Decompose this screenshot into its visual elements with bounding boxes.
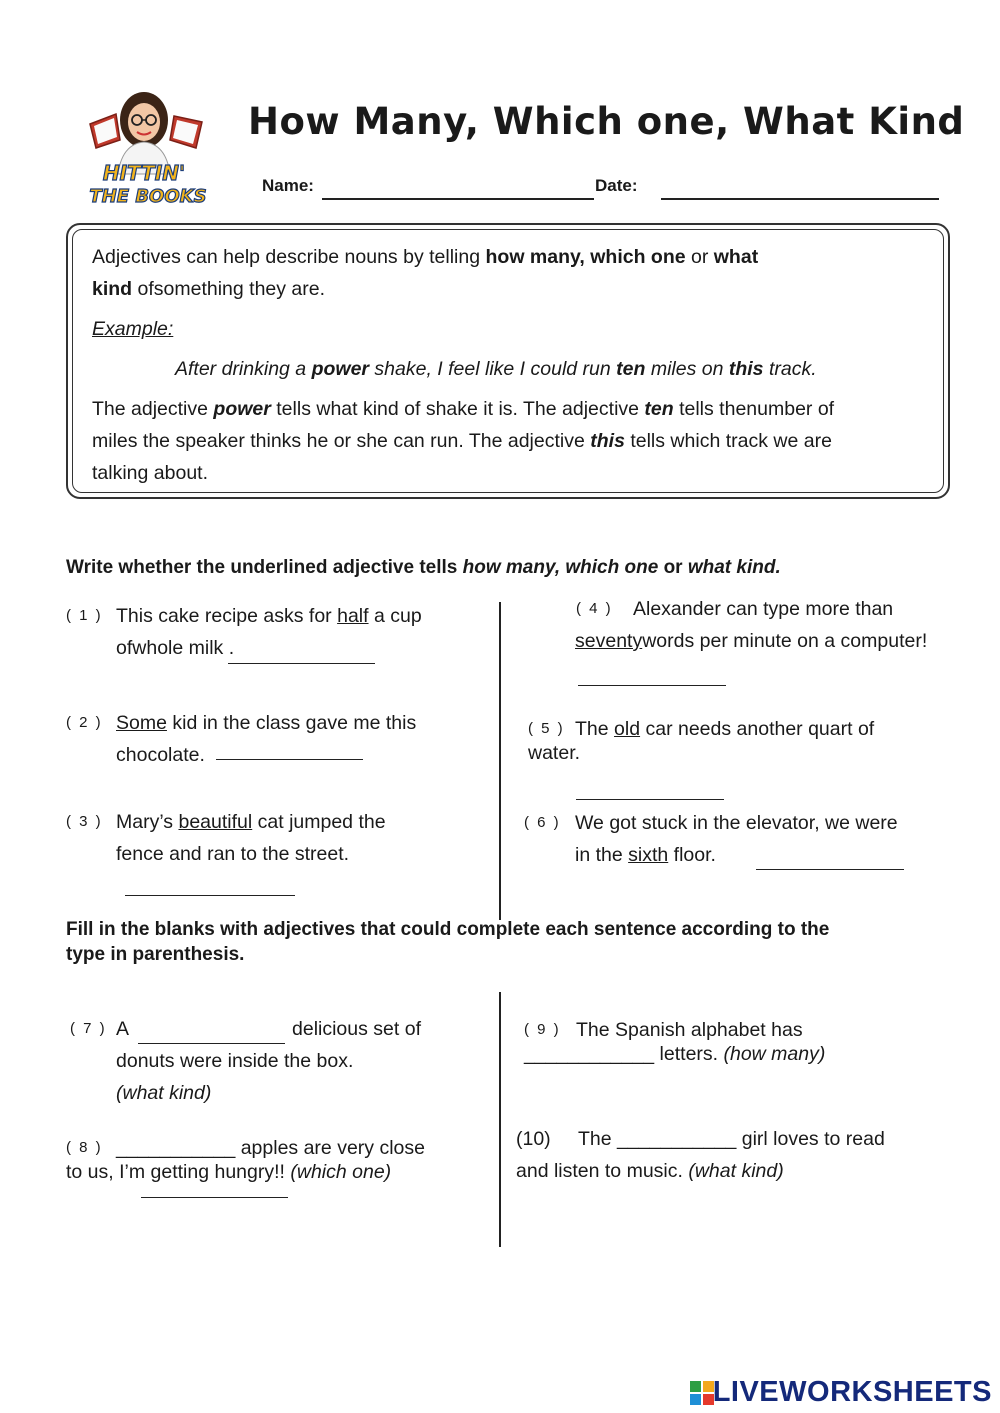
question-4-number: ( 4 ) bbox=[576, 600, 613, 617]
liveworksheets-brand: LIVEWORKSHEETS bbox=[712, 1376, 992, 1408]
section2-instructions-line-2: type in parenthesis. bbox=[66, 944, 245, 965]
question-7-answer-blank[interactable] bbox=[138, 1025, 285, 1044]
column-divider-2 bbox=[499, 992, 501, 1247]
date-field[interactable] bbox=[661, 180, 939, 200]
section2-instructions-line-1: Fill in the blanks with adjectives that could complete each sentence according to the bbox=[66, 919, 830, 940]
info-line-2: kind ofsomething they are. bbox=[92, 278, 326, 300]
hittin-the-books-logo bbox=[82, 82, 217, 212]
explanation-line-3: talking about. bbox=[92, 462, 209, 484]
question-6-answer-blank[interactable] bbox=[756, 851, 904, 870]
question-2-line-1: Some kid in the class gave me this bbox=[116, 712, 417, 734]
question-7-line-1: A bbox=[116, 1018, 130, 1040]
info-line-1: Adjectives can help describe nouns by telling how many, which one or what bbox=[92, 246, 759, 268]
question-5-number: ( 5 ) bbox=[528, 720, 565, 737]
question-4-line-2: seventywords per minute on a computer! bbox=[575, 630, 928, 652]
svg-text:HITTIN': HITTIN' bbox=[102, 161, 186, 185]
question-6-line-2: in the sixth floor. bbox=[575, 844, 716, 866]
example-sentence: After drinking a power shake, I feel like I could run ten miles on this track. bbox=[175, 358, 817, 380]
section1-instructions: Write whether the underlined adjective tells how many, which one or what kind. bbox=[66, 557, 781, 578]
liveworksheets-logo-icon bbox=[690, 1381, 714, 1405]
explanation-line-1: The adjective power tells what kind of shake it is. The adjective ten tells thenumber of bbox=[92, 398, 835, 420]
name-label: Name: bbox=[262, 176, 314, 195]
question-2-line-2: chocolate. bbox=[116, 744, 205, 766]
question-8-answer-blank[interactable] bbox=[141, 1179, 288, 1198]
question-10-number: (10) bbox=[516, 1128, 551, 1150]
question-8-number: ( 8 ) bbox=[66, 1139, 103, 1156]
question-1-line-1: This cake recipe asks for half a cup bbox=[116, 605, 422, 627]
question-7-hint: (what kind) bbox=[116, 1082, 212, 1104]
name-field[interactable] bbox=[322, 180, 594, 200]
question-8-line-1: ___________ apples are very close bbox=[116, 1137, 425, 1159]
question-3-number: ( 3 ) bbox=[66, 813, 103, 830]
question-10-line-2: and listen to music. (what kind) bbox=[516, 1160, 784, 1182]
question-7-line-2: donuts were inside the box. bbox=[116, 1050, 354, 1072]
question-4-answer-blank[interactable] bbox=[578, 667, 726, 686]
question-9-number: ( 9 ) bbox=[524, 1021, 561, 1038]
question-3-line-1: Mary’s beautiful cat jumped the bbox=[116, 811, 386, 833]
question-7-line-1-end: delicious set of bbox=[292, 1018, 421, 1040]
question-4-line-1: Alexander can type more than bbox=[633, 598, 894, 620]
page-title: How Many, Which one, What Kind bbox=[248, 100, 965, 143]
question-8-line-2: to us, I’m getting hungry!! (which one) bbox=[66, 1161, 392, 1183]
svg-text:THE BOOKS: THE BOOKS bbox=[89, 186, 207, 207]
question-3-line-2: fence and ran to the street. bbox=[116, 843, 350, 865]
question-2-answer-blank[interactable] bbox=[216, 741, 363, 760]
question-1-line-2: ofwhole milk . bbox=[116, 637, 235, 659]
column-divider-1 bbox=[499, 602, 501, 920]
question-9-line-2: ____________ letters. (how many) bbox=[524, 1043, 826, 1065]
date-label: Date: bbox=[595, 176, 638, 195]
question-9-line-1: The Spanish alphabet has bbox=[576, 1019, 803, 1041]
question-10-line-1: The ___________ girl loves to read bbox=[578, 1128, 885, 1150]
question-5-line-2: water. bbox=[528, 742, 581, 764]
question-3-answer-blank[interactable] bbox=[125, 877, 295, 896]
question-7-number: ( 7 ) bbox=[70, 1020, 107, 1037]
question-5-answer-blank[interactable] bbox=[576, 781, 724, 800]
question-2-number: ( 2 ) bbox=[66, 714, 103, 731]
example-label: Example: bbox=[92, 318, 174, 340]
question-5-line-1: The old car needs another quart of bbox=[575, 718, 875, 740]
question-6-line-1: We got stuck in the elevator, we were bbox=[575, 812, 898, 834]
question-6-number: ( 6 ) bbox=[524, 814, 561, 831]
question-1-answer-blank[interactable] bbox=[228, 645, 375, 664]
explanation-line-2: miles the speaker thinks he or she can run. The adjective this tells which track we are bbox=[92, 430, 832, 452]
question-1-number: ( 1 ) bbox=[66, 607, 103, 624]
